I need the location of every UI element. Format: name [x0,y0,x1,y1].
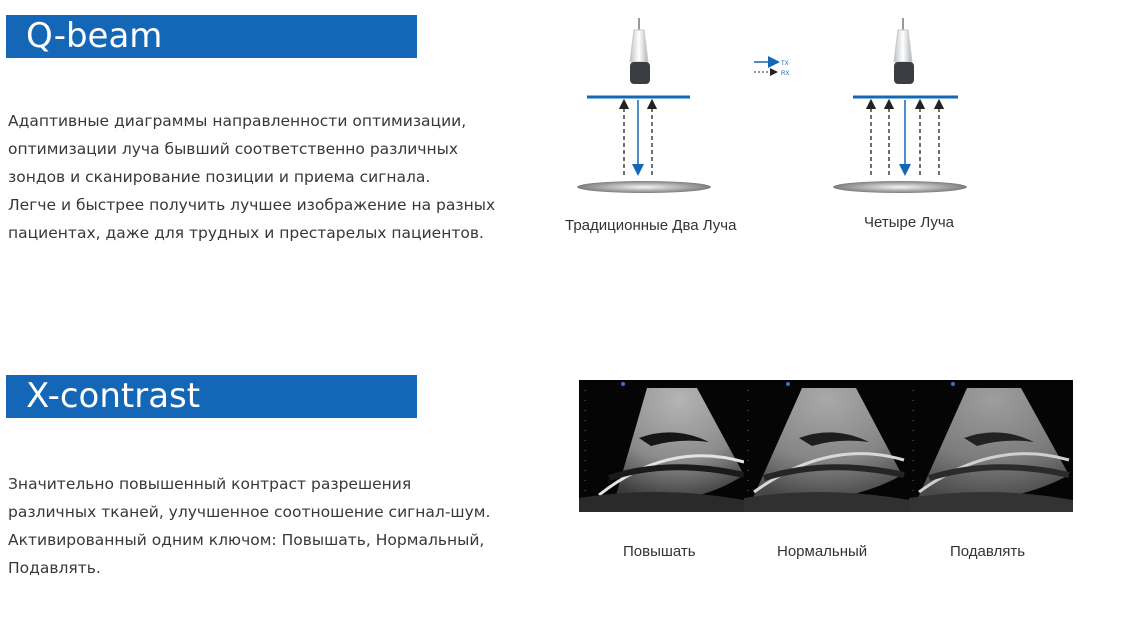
label-suppress: Подавлять [950,543,1026,560]
qbeam-line-5: пациентах, даже для трудных и престарелых пациентов. [8,224,484,242]
left-target-disk [577,181,711,193]
legend-rx-label: RX [781,71,790,77]
qbeam-line-4: Легче и быстрее получить лучшее изображение на разных [8,196,496,214]
caption-four-beams: Четыре Луча [864,214,955,231]
xcontrast-description [8,470,528,582]
xcontrast-line-3: Активированный одним ключом: Повышать, Нормальный, [8,531,485,549]
label-enhance: Повышать [623,543,696,560]
caption-two-beams: Традиционные Два Луча [565,217,737,234]
qbeam-line-1: Адаптивные диаграммы направленности оптимизации, [8,112,467,130]
xcontrast-title-banner [6,375,417,418]
label-normal: Нормальный [777,543,868,560]
left-probe-icon [630,18,650,84]
right-probe-icon [894,18,914,84]
qbeam-title: Q-beam [26,16,163,56]
xcontrast-line-2: различных тканей, улучшенное соотношение сигнал-шум. [8,503,491,521]
ultrasound-image-enhance [579,380,744,512]
legend-tx-label: TX [781,61,789,67]
xcontrast-line-4: Подавлять. [8,559,101,577]
xcontrast-title: X-contrast [26,376,201,416]
qbeam-line-3: зондов и сканирование позиции и приема сигнала. [8,168,431,186]
xcontrast-line-1: Значительно повышенный контраст разрешения [8,475,412,493]
tx-rx-legend [754,62,774,72]
qbeam-line-2: оптимизации луча бывший соответственно различных [8,140,459,158]
ultrasound-image-suppress [909,380,1073,512]
right-target-disk [833,181,967,193]
ultrasound-image-normal [744,380,909,512]
